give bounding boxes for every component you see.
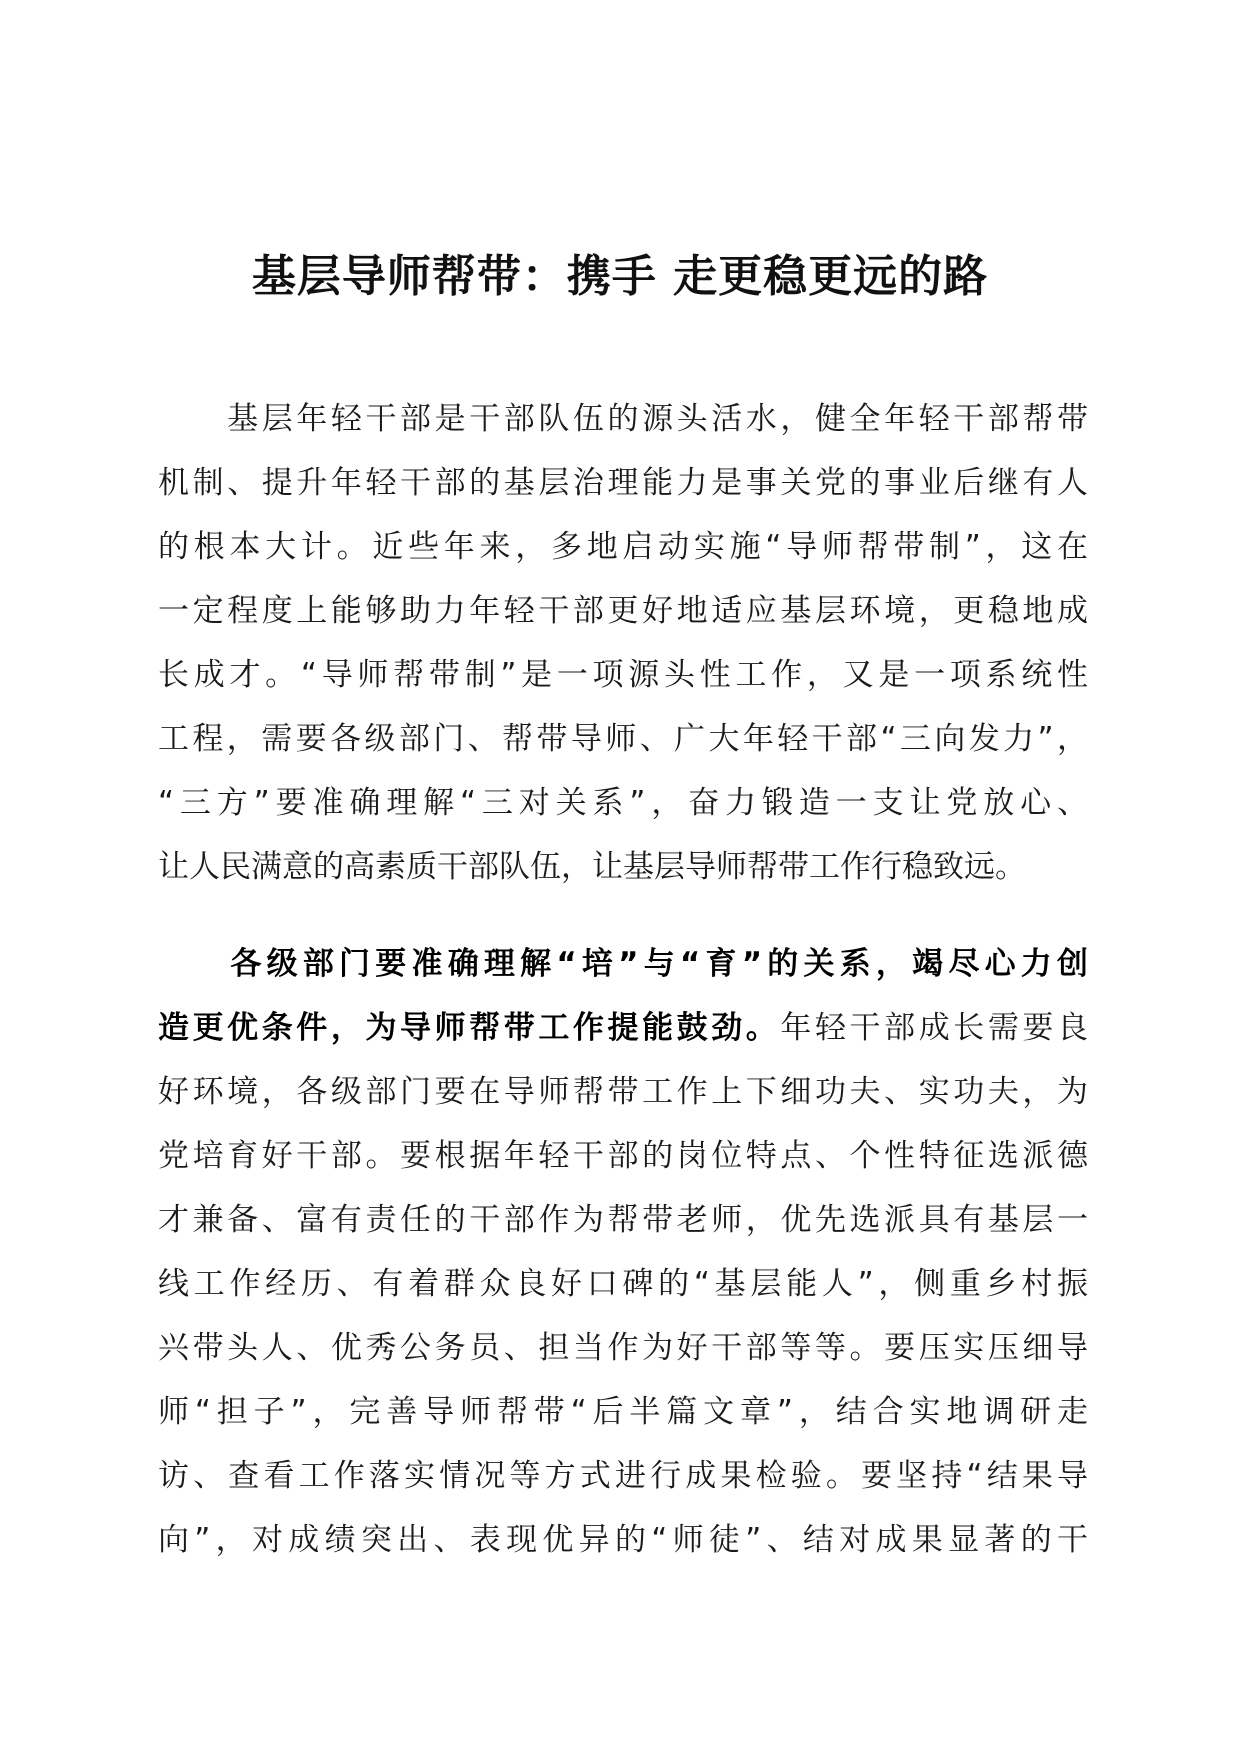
paragraph-mixed-line xyxy=(158,996,1088,1060)
document-title: 基层导师帮带：携手 走更稳更远的路 xyxy=(251,251,989,302)
paragraph-line-rest: 年轻干部成长需要良 xyxy=(780,1010,1089,1046)
paragraph-line: 好环境，各级部门要在导师帮带工作上下细功夫、实功夫，为 xyxy=(158,1074,1088,1110)
paragraph-line: 访、查看工作落实情况等方式进行成果检验。要坚持“结果导 xyxy=(158,1458,1088,1494)
paragraph-bold-lead-end: 造更优条件，为导师帮带工作提能鼓劲。 xyxy=(158,1010,781,1046)
paragraph-line: “三方”要准确理解“三对关系”，奋力锻造一支让党放心、 xyxy=(158,785,1088,821)
paragraph-line: 才兼备、富有责任的干部作为帮带老师，优先选派具有基层一 xyxy=(158,1202,1088,1238)
paragraph-line: 机制、提升年轻干部的基层治理能力是事关党的事业后继有人 xyxy=(158,465,1088,501)
paragraph-line: 师“担子”，完善导师帮带“后半篇文章”，结合实地调研走 xyxy=(158,1394,1088,1430)
paragraph-line: 长成才。“导师帮带制”是一项源头性工作，又是一项系统性 xyxy=(158,657,1088,693)
paragraph-line: 向”，对成绩突出、表现优异的“师徒”、结对成果显著的干 xyxy=(158,1522,1088,1558)
paragraph-line: 让人民满意的高素质干部队伍，让基层导师帮带工作行稳致远。 xyxy=(158,849,1026,885)
paragraph-line: 党培育好干部。要根据年轻干部的岗位特点、个性特征选派德 xyxy=(158,1138,1088,1174)
paragraph-line: 一定程度上能够助力年轻干部更好地适应基层环境，更稳地成 xyxy=(158,593,1088,629)
paragraph-2 xyxy=(158,932,1088,1572)
paragraph-line: 工程，需要各级部门、帮带导师、广大年轻干部“三向发力”， xyxy=(158,721,1088,757)
paragraph-line: 线工作经历、有着群众良好口碑的“基层能人”，侧重乡村振 xyxy=(158,1266,1088,1302)
paragraph-1 xyxy=(158,387,1088,899)
paragraph-line: 兴带头人、优秀公务员、担当作为好干部等等。要压实压细导 xyxy=(158,1330,1088,1366)
paragraph-line: 基层年轻干部是干部队伍的源头活水，健全年轻干部帮带 xyxy=(158,401,1088,437)
paragraph-bold-lead-line: 各级部门要准确理解“培”与“育”的关系，竭尽心力创 xyxy=(158,946,1088,982)
paragraph-line: 的根本大计。近些年来，多地启动实施“导师帮带制”，这在 xyxy=(158,529,1088,565)
